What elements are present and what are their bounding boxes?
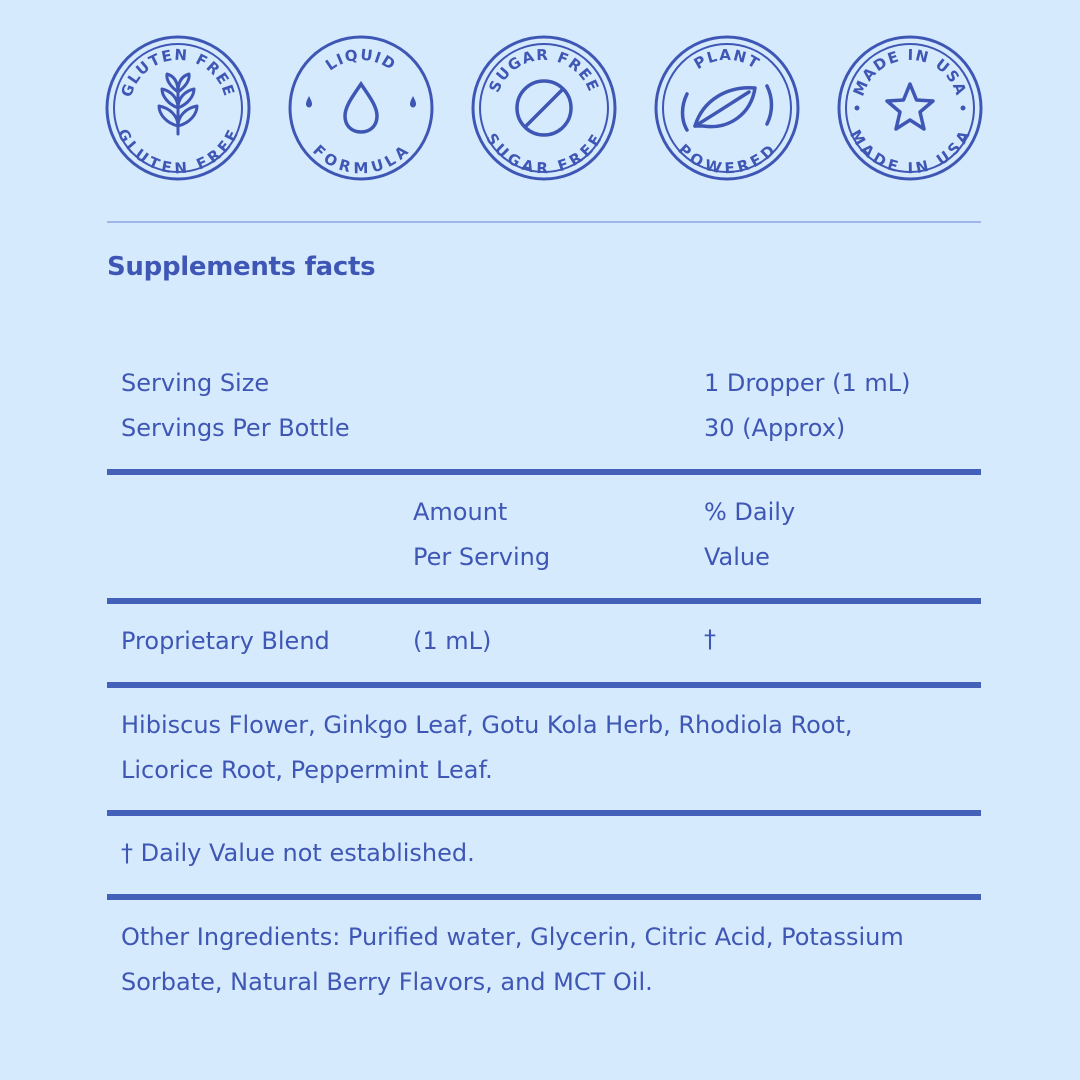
badge-bottom-text: FORMULA: [309, 141, 413, 178]
dot-left-icon: [855, 106, 860, 111]
daily-value-footnote: † Daily Value not established.: [121, 839, 475, 867]
badge-top-text: LIQUID: [322, 45, 400, 75]
wheat-icon: [159, 74, 197, 134]
svg-text:MADE IN USA: [850, 46, 971, 99]
badge-row: [104, 34, 984, 182]
ingredients-line1: Hibiscus Flower, Ginkgo Leaf, Gotu Kola Herb, Rhodiola Root,: [121, 711, 853, 739]
svg-text:SUGAR FREE: [485, 46, 603, 95]
svg-text:LIQUID: [322, 46, 399, 75]
servings-per-bottle-label: Servings Per Bottle: [121, 414, 350, 442]
serving-size-label: Serving Size: [121, 369, 270, 397]
badge-top-text: GLUTEN FREE: [117, 45, 239, 100]
sugar-free-badge-graphic: [470, 34, 618, 182]
amount-header-line1: Amount: [413, 498, 508, 526]
other-ingredients-line2: Sorbate, Natural Berry Flavors, and MCT Oil.: [121, 968, 653, 996]
badge-bottom-text: GLUTEN FREE: [113, 125, 243, 178]
other-ingredients-line1: Other Ingredients: Purified water, Glycerin, Citric Acid, Potassium: [121, 923, 904, 951]
leaf-icon: [683, 86, 772, 130]
badge-plant-powered: [653, 34, 801, 182]
daily-value-header-line2: Value: [704, 543, 770, 571]
daily-value-header-line1: % Daily: [704, 498, 796, 526]
table-rule: [107, 810, 981, 816]
liquid-formula-badge-graphic: [287, 34, 435, 182]
svg-text:FORMULA: [309, 141, 412, 177]
amount-header-line2: Per Serving: [413, 543, 551, 571]
star-icon: [887, 84, 933, 129]
gluten-free-badge-graphic: [104, 34, 252, 182]
ingredients-line2: Licorice Root, Peppermint Leaf.: [121, 756, 493, 784]
blend-amount: (1 mL): [413, 627, 492, 655]
badge-bottom-text: SUGAR FREE: [482, 130, 606, 178]
page-title: Supplements facts: [107, 252, 376, 282]
svg-text:POWERED: [674, 140, 779, 177]
badge-liquid-formula: [287, 34, 435, 182]
blend-daily-value: †: [704, 625, 716, 653]
servings-per-bottle-value: 30 (Approx): [704, 414, 846, 442]
table-rule: [107, 894, 981, 900]
badge-bottom-text: MADE IN USA: [846, 126, 975, 178]
badge-top-text: PLANT: [690, 45, 764, 73]
no-sign-icon: [517, 81, 571, 135]
dot-right-icon: [961, 106, 966, 111]
small-droplet-right-icon: [410, 96, 416, 108]
badge-sugar-free: [470, 34, 618, 182]
made-in-usa-badge-graphic: [836, 34, 984, 182]
table-rule: [107, 469, 981, 475]
svg-text:SUGAR FREE: [482, 130, 606, 177]
blend-name: Proprietary Blend: [121, 627, 330, 655]
badge-top-text: MADE IN USA: [849, 45, 971, 99]
plant-powered-badge-graphic: [653, 34, 801, 182]
svg-text:MADE IN USA: [846, 127, 974, 178]
badge-made-in-usa: [836, 34, 984, 182]
badge-bottom-text: POWERED: [674, 140, 780, 178]
serving-size-value: 1 Dropper (1 mL): [704, 369, 911, 397]
badge-top-text: SUGAR FREE: [485, 45, 603, 96]
table-rule: [107, 598, 981, 604]
badge-gluten-free: [104, 34, 252, 182]
section-divider: [107, 221, 981, 223]
small-droplet-left-icon: [306, 96, 312, 108]
droplet-icon: [345, 84, 377, 132]
table-rule: [107, 682, 981, 688]
